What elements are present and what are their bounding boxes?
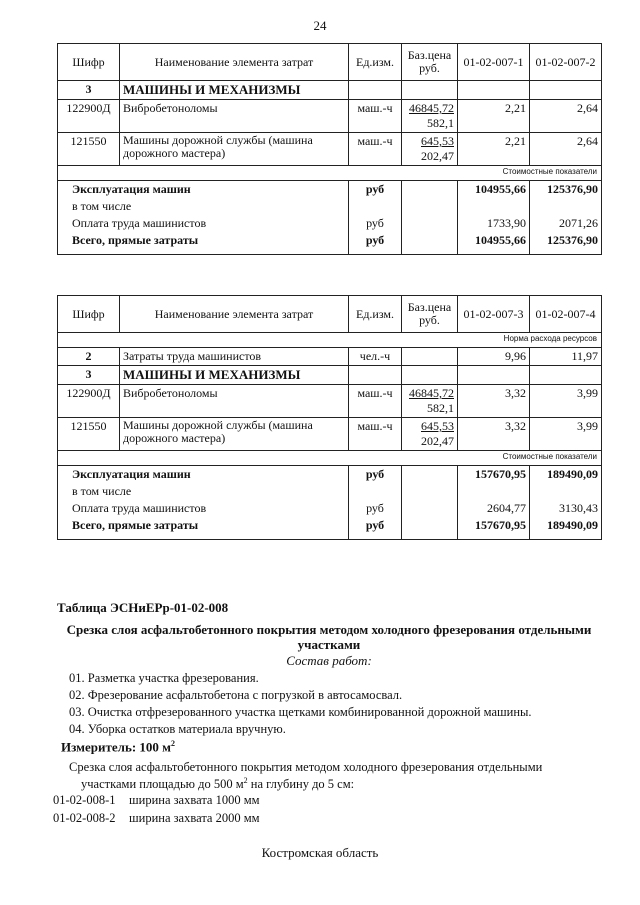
work-item: 03. Очистка отфрезерованного участка щетками комбинированной дорожной машины. <box>69 705 532 719</box>
header-col-2: 01-02-007-4 <box>530 296 602 333</box>
table-header-row <box>58 44 602 81</box>
table-row <box>58 100 602 133</box>
summary-name: в том числе <box>58 483 349 500</box>
row-name: Машины дорожной службы (машина дорожного мастера) <box>120 133 349 166</box>
section-title: МАШИНЫ И МЕХАНИЗМЫ <box>120 81 349 100</box>
row-value-2: 2,64 <box>530 100 602 133</box>
table-row <box>58 418 602 451</box>
summary-name: Эксплуатация машин <box>58 466 349 484</box>
work-description <box>69 760 589 791</box>
code-text: ширина захвата 2000 мм <box>129 811 260 825</box>
row-value-2: 2,64 <box>530 133 602 166</box>
summary-name: Оплата труда машинистов <box>58 500 349 517</box>
summary-value-2: 189490,09 <box>530 466 602 484</box>
row-name: Вибробетоноломы <box>120 385 349 418</box>
row-value-2: 11,97 <box>530 348 602 366</box>
price-bottom: 202,47 <box>421 149 454 163</box>
header-base-price: Баз.цена руб. <box>402 44 458 81</box>
summary-name: в том числе <box>58 198 349 215</box>
summary-value-1: 1733,90 <box>458 215 530 232</box>
summary-name: Эксплуатация машин <box>58 181 349 199</box>
page-number: 24 <box>313 18 327 33</box>
price-top: 645,53 <box>421 419 454 433</box>
summary-row <box>58 215 602 232</box>
summary-name: Всего, прямые затраты <box>58 517 349 540</box>
row-base-price <box>402 418 458 451</box>
row-unit: маш.-ч <box>349 100 402 133</box>
header-base-price: Баз.цена руб. <box>402 296 458 333</box>
code-row <box>53 793 260 808</box>
code-value: 01-02-008-1 <box>53 793 116 807</box>
summary-name: Всего, прямые затраты <box>58 232 349 255</box>
row-value-1: 2,21 <box>458 133 530 166</box>
summary-value-2: 2071,26 <box>530 215 602 232</box>
header-code: Шифр <box>58 296 120 333</box>
header-name: Наименование элемента затрат <box>120 296 349 333</box>
cost-note-row <box>58 166 602 181</box>
description-line-2-post: на глубину до 5 см: <box>247 777 355 792</box>
cost-note: Стоимостные показатели <box>58 451 602 466</box>
work-item: 04. Уборка остатков материала вручную. <box>69 722 286 736</box>
row-base-price <box>402 385 458 418</box>
header-unit: Ед.изм. <box>349 296 402 333</box>
summary-row <box>58 483 602 500</box>
summary-value-2: 3130,43 <box>530 500 602 517</box>
summary-row <box>58 181 602 199</box>
row-code: 121550 <box>58 133 120 166</box>
row-value-1: 2,21 <box>458 100 530 133</box>
row-unit: чел.-ч <box>349 348 402 366</box>
header-code: Шифр <box>58 44 120 81</box>
row-name: Вибробетоноломы <box>120 100 349 133</box>
row-base-price <box>402 133 458 166</box>
code-row <box>53 811 260 826</box>
table-row <box>58 133 602 166</box>
code-value: 01-02-008-2 <box>53 811 116 825</box>
row-code: 2 <box>58 348 120 366</box>
row-value-1: 3,32 <box>458 418 530 451</box>
cost-note-row <box>58 451 602 466</box>
price-top: 46845,72 <box>409 101 454 115</box>
table-title: Срезка слоя асфальтобетонного покрытия методом холодного фрезерования отдельными участками <box>66 622 592 652</box>
labor-row <box>58 348 602 366</box>
price-top: 46845,72 <box>409 386 454 400</box>
price-top: 645,53 <box>421 134 454 148</box>
summary-value-1: 104955,66 <box>458 181 530 199</box>
row-value-1: 9,96 <box>458 348 530 366</box>
price-bottom: 582,1 <box>427 401 454 415</box>
summary-value-2: 189490,09 <box>530 517 602 540</box>
row-value-1: 3,32 <box>458 385 530 418</box>
measure-unit <box>61 739 175 755</box>
summary-unit: руб <box>349 517 402 540</box>
summary-row <box>58 500 602 517</box>
summary-value-1: 104955,66 <box>458 232 530 255</box>
row-code: 121550 <box>58 418 120 451</box>
summary-unit: руб <box>349 232 402 255</box>
work-item: 01. Разметка участка фрезерования. <box>69 671 259 685</box>
description-line-2-pre: участками площадью до 500 м <box>81 777 244 792</box>
summary-unit: руб <box>349 181 402 199</box>
measure-label: Измеритель: 100 м <box>61 739 172 755</box>
summary-value-1: 2604,77 <box>458 500 530 517</box>
header-name: Наименование элемента затрат <box>120 44 349 81</box>
table-header-row <box>58 296 602 333</box>
measure-sup: 2 <box>171 739 176 748</box>
description-line-2 <box>69 774 589 791</box>
row-code: 122900Д <box>58 385 120 418</box>
summary-row <box>58 466 602 484</box>
summary-name: Оплата труда машинистов <box>58 215 349 232</box>
row-unit: маш.-ч <box>349 418 402 451</box>
resource-table-2 <box>57 295 602 540</box>
row-code: 122900Д <box>58 100 120 133</box>
section-code: 3 <box>58 366 120 385</box>
summary-value-1: 157670,95 <box>458 466 530 484</box>
section-row <box>58 81 602 100</box>
table-row <box>58 385 602 418</box>
norm-note-row <box>58 333 602 348</box>
section-code: 3 <box>58 81 120 100</box>
header-col-1: 01-02-007-1 <box>458 44 530 81</box>
summary-value-2: 125376,90 <box>530 232 602 255</box>
footer-region: Костромская область <box>261 845 379 860</box>
cost-note: Стоимостные показатели <box>58 166 602 181</box>
summary-row <box>58 198 602 215</box>
header-unit: Ед.изм. <box>349 44 402 81</box>
summary-value-2: 125376,90 <box>530 181 602 199</box>
row-unit: маш.-ч <box>349 133 402 166</box>
summary-row <box>58 232 602 255</box>
row-value-2: 3,99 <box>530 418 602 451</box>
price-bottom: 202,47 <box>421 434 454 448</box>
summary-unit: руб <box>349 466 402 484</box>
row-unit: маш.-ч <box>349 385 402 418</box>
work-item: 02. Фрезерование асфальтобетона с погрузкой в автосамосвал. <box>69 688 403 702</box>
row-name: Машины дорожной службы (машина дорожного мастера) <box>120 418 349 451</box>
price-bottom: 582,1 <box>427 116 454 130</box>
section-title: МАШИНЫ И МЕХАНИЗМЫ <box>120 366 349 385</box>
summary-unit: руб <box>349 500 402 517</box>
code-text: ширина захвата 1000 мм <box>129 793 260 807</box>
work-composition-title: Состав работ: <box>286 653 372 668</box>
table-label: Таблица ЭСНиЕРр-01-02-008 <box>57 600 229 615</box>
summary-row <box>58 517 602 540</box>
description-sup: 2 <box>243 776 248 785</box>
row-name: Затраты труда машинистов <box>120 348 349 366</box>
description-line-1: Срезка слоя асфальтобетонного покрытия методом холодного фрезерования отдельными <box>69 760 543 774</box>
row-base-price <box>402 100 458 133</box>
norm-note: Норма расхода ресурсов <box>58 333 602 348</box>
row-value-2: 3,99 <box>530 385 602 418</box>
header-col-2: 01-02-007-2 <box>530 44 602 81</box>
summary-value-1: 157670,95 <box>458 517 530 540</box>
summary-unit: руб <box>349 215 402 232</box>
header-col-1: 01-02-007-3 <box>458 296 530 333</box>
section-row <box>58 366 602 385</box>
resource-table-1 <box>57 43 602 255</box>
